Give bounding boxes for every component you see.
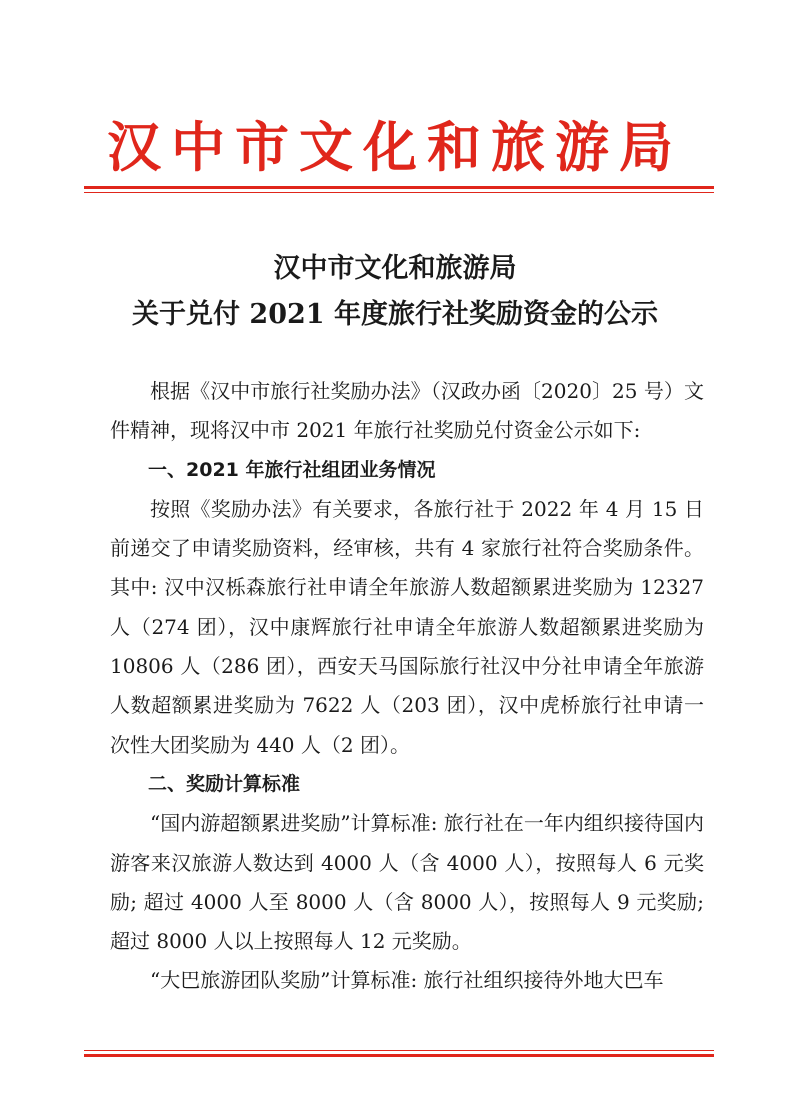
document-title-line1: 汉中市文化和旅游局 — [273, 253, 517, 284]
footer-rule-thick — [84, 1054, 714, 1057]
footer-rule-thin — [84, 1050, 714, 1051]
section-heading-1: 一、2021 年旅行社组团业务情况 — [148, 458, 436, 481]
document-body — [110, 372, 704, 1001]
header-rule-thin — [84, 192, 714, 193]
intro-paragraph: 根据《汉中市旅行社奖励办法》（汉政办函〔2020〕25 号）文件精神，现将汉中市 2021 年旅行社奖励兑付资金公示如下: — [110, 379, 704, 443]
header-rule-thick — [84, 186, 714, 189]
section-heading-2: 二、奖励计算标准 — [148, 772, 301, 795]
document-title-line2: 关于兑付 2021 年度旅行社奖励资金的公示 — [132, 299, 658, 330]
section2-paragraph-2: “大巴旅游团队奖励”计算标准: 旅行社组织接待外地大巴车 — [150, 968, 664, 993]
org-header-title: 汉中市文化和旅游局 — [107, 115, 683, 179]
section2-paragraph-1: “国内游超额累进奖励”计算标准: 旅行社在一年内组织接待国内游客来汉旅游人数达到 4000 人（含 4000 人），按照每人 6 元奖励; 超过 4000 人至 8000 人（含 8000 人），按照每人 9 元奖励; 超过 8000 人以上按照每人 12 元奖励。 — [110, 811, 704, 954]
section1-paragraph: 按照《奖励办法》有关要求，各旅行社于 2022 年 4 月 15 日前递交了申请奖励资料，经审核，共有 4 家旅行社符合奖励条件。其中: 汉中汉栎森旅行社申请全年旅游人数超额累进奖励为 12327 人（274 团），汉中康辉旅行社申请全年旅游人数超额累进奖励为 10806 人（286 团），西安天马国际旅行社汉中分社申请全年旅游人数超额累进奖励为 7622 人（203 团），汉中虎桥旅行社申请一次性大团奖励为 440 人（2 团）。 — [110, 496, 704, 757]
